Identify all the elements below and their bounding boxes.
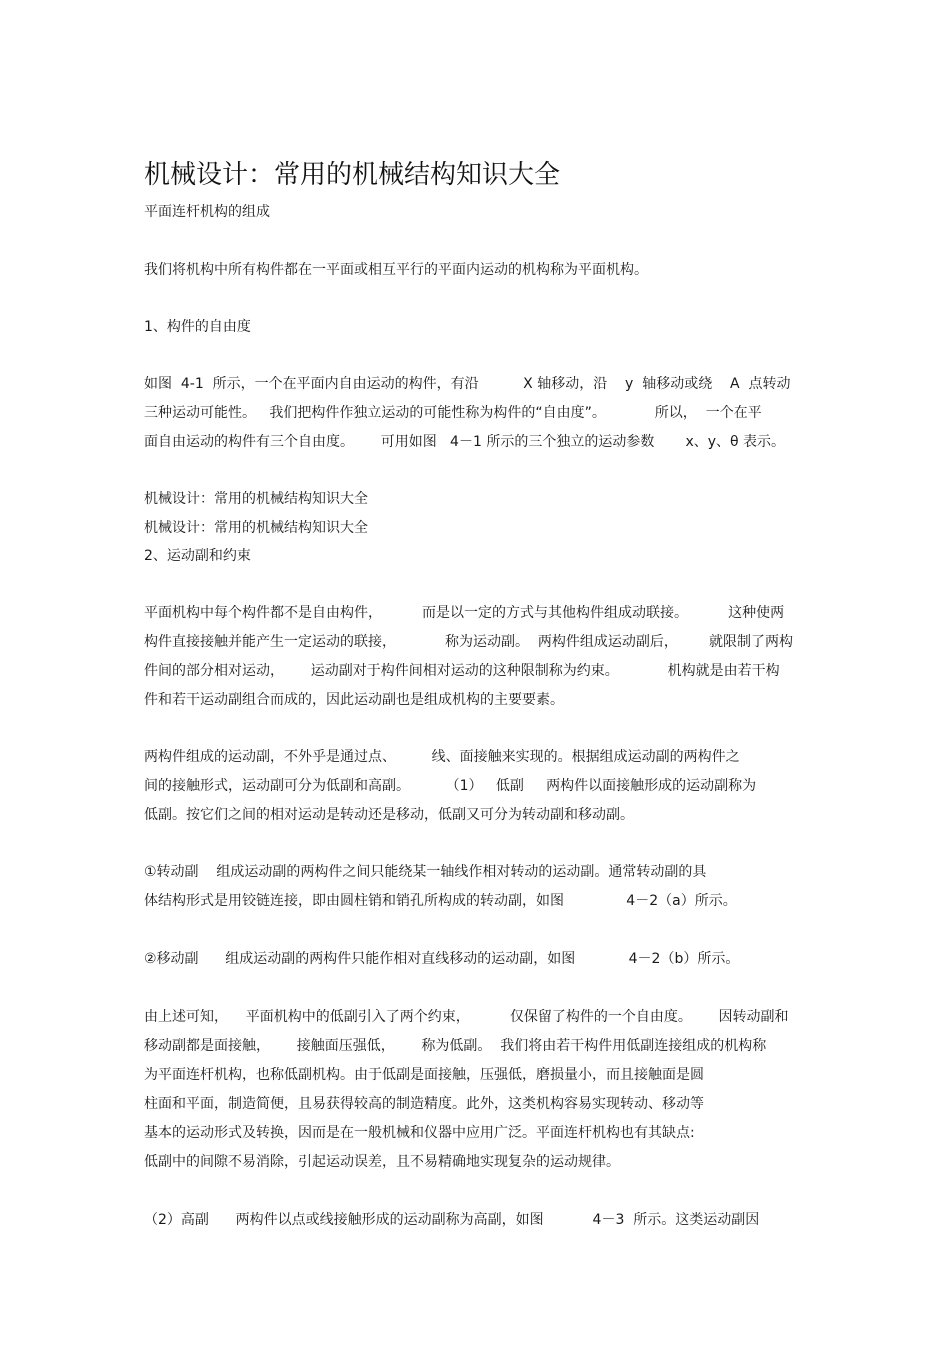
paragraph-line: 三种运动可能性。 我们把构件作独立运动的可能性称为构件的“自由度”。 所以， 一个在平 <box>144 405 762 421</box>
paragraph-line: 构件直接接触并能产生一定运动的联接， 称为运动副。 两构件组成运动副后， 就限制了两构 <box>144 634 794 650</box>
paragraph-line: 基本的运动形式及转换，因而是在一般机械和仪器中应用广泛。平面连杆机构也有其缺点: <box>144 1125 695 1141</box>
paragraph-line: 两构件组成的运动副，不外乎是通过点、 线、面接触来实现的。根据组成运动副的两构件之 <box>144 749 740 765</box>
paragraph-line: 体结构形式是用铰链连接，即由圆柱销和销孔所构成的转动副，如图 4－2（a）所示。 <box>144 893 737 909</box>
section-heading: 平面连杆机构的组成 <box>144 204 270 220</box>
paragraph-line: 低副。按它们之间的相对运动是转动还是移动，低副又可分为转动副和移动副。 <box>144 807 634 823</box>
paragraph-line: ②移动副 组成运动副的两构件只能作相对直线移动的运动副，如图 4－2（b）所示。 <box>144 951 740 967</box>
section-heading: 2、运动副和约束 <box>144 548 251 564</box>
paragraph-line: 为平面连杆机构，也称低副机构。由于低副是面接触，压强低，磨损量小，而且接触面是圆 <box>144 1067 704 1083</box>
paragraph-line: 我们将机构中所有构件都在一平面或相互平行的平面内运动的机构称为平面机构。 <box>144 262 648 278</box>
paragraph-line: ①转动副 组成运动副的两构件之间只能绕某一轴线作相对转动的运动副。通常转动副的具 <box>144 864 707 880</box>
paragraph-line: 间的接触形式，运动副可分为低副和高副。 （1） 低副 两构件以面接触形成的运动副称为 <box>144 778 757 794</box>
paragraph-line: 平面机构中每个构件都不是自由构件， 而是以一定的方式与其他构件组成动联接。 这种使两 <box>144 605 785 621</box>
section-heading: 1、构件的自由度 <box>144 319 251 335</box>
repeated-title-line: 机械设计：常用的机械结构知识大全 <box>144 520 368 536</box>
paragraph-line: 面自由运动的构件有三个自由度。 可用如图 4－1 所示的三个独立的运动参数 x、y、θ 表示。 <box>144 434 786 450</box>
paragraph-line: 低副中的间隙不易消除，引起运动误差，且不易精确地实现复杂的运动规律。 <box>144 1154 620 1170</box>
repeated-title-line: 机械设计：常用的机械结构知识大全 <box>144 491 368 507</box>
paragraph-line: 如图 4-1 所示，一个在平面内自由运动的构件，有沿 X 轴移动，沿 y 轴移动或绕 A 点转动 <box>144 376 791 392</box>
page-title: 机械设计：常用的机械结构知识大全 <box>144 160 561 190</box>
paragraph-line: （2）高副 两构件以点或线接触形成的运动副称为高副，如图 4－3 所示。这类运动副因 <box>144 1212 760 1228</box>
paragraph-line: 由上述可知， 平面机构中的低副引入了两个约束， 仅保留了构件的一个自由度。 因转动副和 <box>144 1009 789 1025</box>
paragraph-line: 件间的部分相对运动， 运动副对于构件间相对运动的这种限制称为约束。 机构就是由若干构 <box>144 663 780 679</box>
paragraph-line: 柱面和平面，制造简便，且易获得较高的制造精度。此外，这类机构容易实现转动、移动等 <box>144 1096 704 1112</box>
paragraph-line: 件和若干运动副组合而成的，因此运动副也是组成机构的主要要素。 <box>144 692 564 708</box>
paragraph-line: 移动副都是面接触， 接触面压强低， 称为低副。 我们将由若干构件用低副连接组成的机构称 <box>144 1038 767 1054</box>
